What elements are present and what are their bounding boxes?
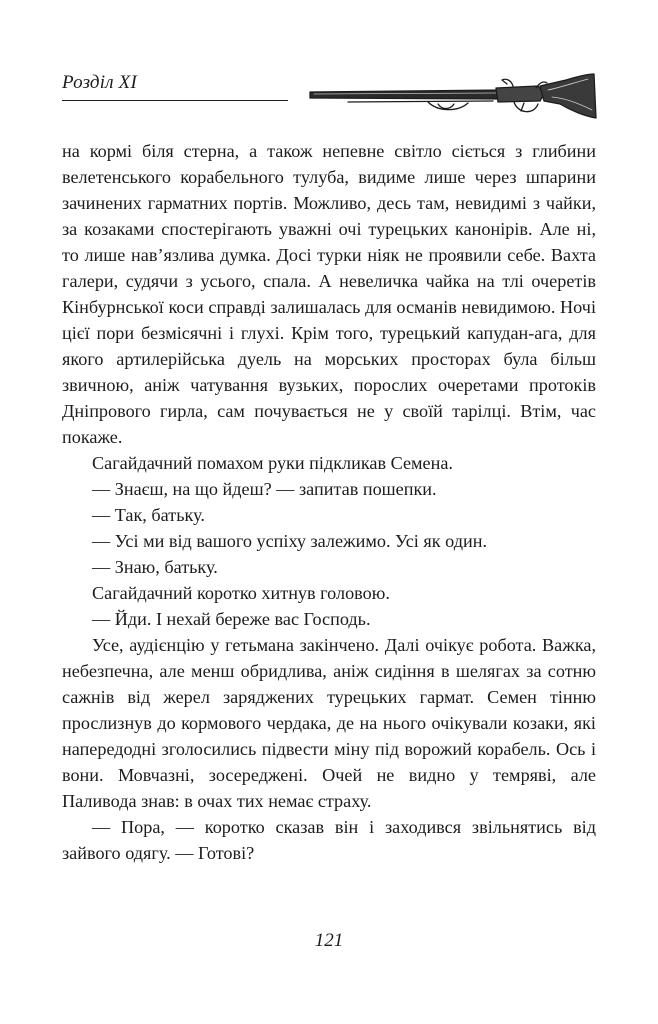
flintlock-musket-icon <box>308 70 598 128</box>
chapter-title: Розділ XI <box>62 72 137 93</box>
page-body-text <box>62 138 596 866</box>
paragraph: Сагайдачний коротко хитнув головою. <box>92 583 390 603</box>
page-number: 121 <box>314 930 344 951</box>
paragraph: Сагайдачний помахом руки підкликав Семена. <box>92 453 453 473</box>
paragraph: — Знаю, батьку. <box>92 557 218 577</box>
header-rule <box>62 100 288 101</box>
paragraph: на кормі біля стерна, а також непевне світло сіється з глибини велетенського корабельного тулуба, видиме лише через шпарини зачинених гарматних портів. Можливо, десь там, невидимі з чайки, за козаками спостерігають уважні очі турецьких канонірів. Але ні, то лише нав’язлива думка. Досі турки ніяк не проявили себе. Вахта галери, судячи з усього, спала. А невеличка чайка на тлі очеретів Кінбурнської коси справді залишалась для османів невидимою. Ночі цієї пори безмісячні і глухі. Крім того, турецький капудан-ага, для якого артилерійська дуель на морських просторах була більш звичною, аніж чатування вузьких, порослих очеретами протоків Дніпрового гирла, сам почувається не у своїй тарілці. Втім, час покаже. <box>62 141 596 447</box>
paragraph: — Йди. І нехай береже вас Господь. <box>92 609 371 629</box>
paragraph: — Так, батьку. <box>92 505 205 525</box>
paragraph: — Знаєш, на що йдеш? — запитав пошепки. <box>92 479 437 499</box>
paragraph: — Усі ми від вашого успіху залежимо. Усі як один. <box>92 531 487 551</box>
paragraph: — Пора, — коротко сказав він і заходився звільнятись від зайвого одягу. — Готові? <box>62 817 596 863</box>
paragraph: Усе, аудієнцію у гетьмана закінчено. Далі очікує робота. Важка, небезпечна, але менш обридлива, аніж сидіння в шелягах за сотню сажнів від жерел заряджених турецьких гармат. Семен тінню прослизнув до кормового чердака, де на нього очікували козаки, які напередодні зголосились підвести міну під ворожий корабель. Ось і вони. Мовчазні, зосереджені. Очей не видно у темряві, але Паливода знав: в очах тих немає страху. <box>62 635 596 811</box>
